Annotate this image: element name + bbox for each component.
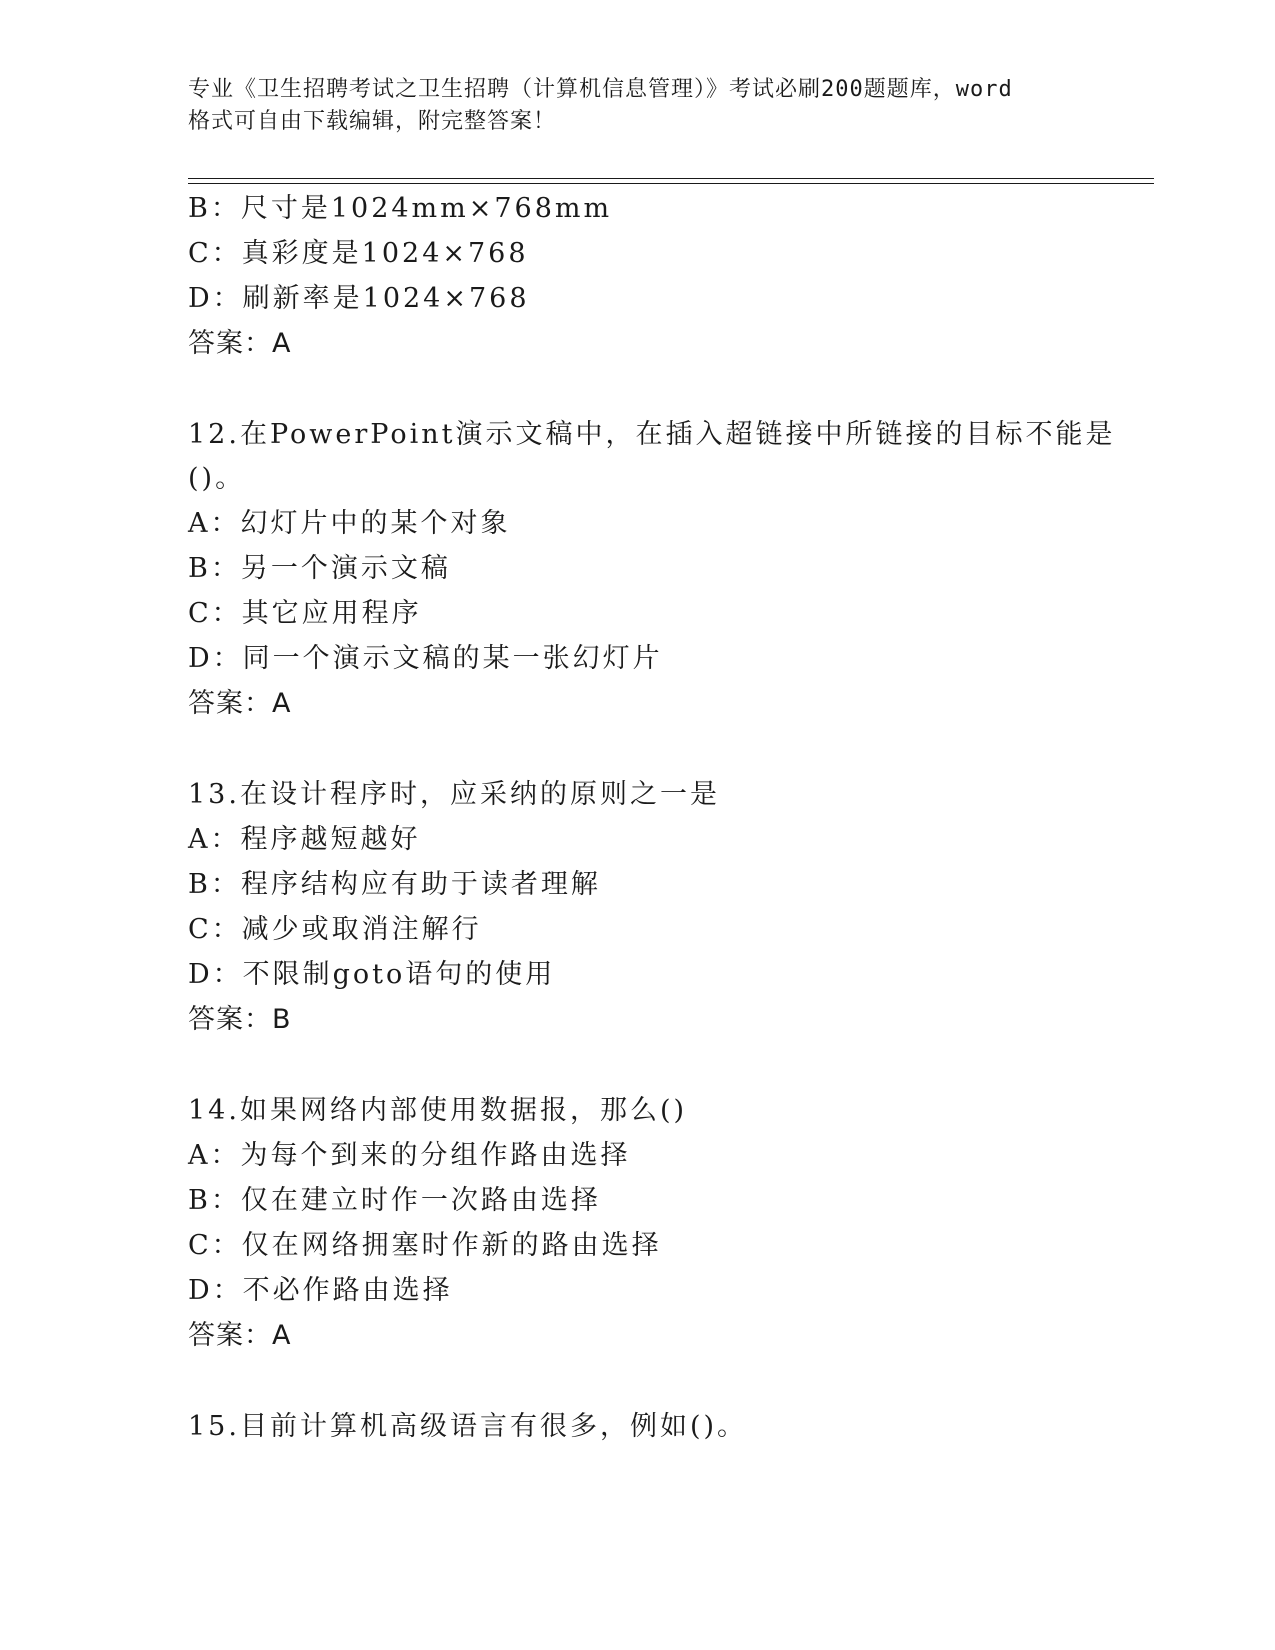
q14-option-c: C：仅在网络拥塞时作新的路由选择 [188,1230,662,1261]
q13-option-c: C：减少或取消注解行 [188,914,482,945]
header-divider-bottom [188,183,1154,184]
q11-option-d: D：刷新率是1024×768 [188,283,530,314]
header-divider-top [188,178,1154,179]
document-header [188,74,1088,138]
q12-option-c: C：其它应用程序 [188,598,422,629]
q14-answer: 答案：A [188,1320,292,1351]
q12-answer: 答案：A [188,688,292,719]
q12-stem-line-1: 12.在PowerPoint演示文稿中，在插入超链接中所链接的目标不能是 [188,419,1116,450]
q13-option-a: A：程序越短越好 [188,824,421,855]
q11-option-c: C：真彩度是1024×768 [188,238,529,269]
header-line-1: 专业《卫生招聘考试之卫生招聘（计算机信息管理）》考试必刷200题题库，word [188,77,1013,102]
q14-option-b: B：仅在建立时作一次路由选择 [188,1185,601,1216]
q13-answer: 答案：B [188,1004,292,1035]
q14-option-d: D：不必作路由选择 [188,1275,453,1306]
q12-option-d: D：同一个演示文稿的某一张幻灯片 [188,643,663,674]
q11-answer: 答案：A [188,328,292,359]
q15-stem: 15.目前计算机高级语言有很多，例如()。 [188,1411,748,1442]
q12-stem-line-2: ()。 [188,463,246,494]
q12-option-a: A：幻灯片中的某个对象 [188,508,511,539]
q11-option-b: B：尺寸是1024mm×768mm [188,193,613,224]
header-line-2: 格式可自由下载编辑，附完整答案！ [188,109,557,134]
q14-option-a: A：为每个到来的分组作路由选择 [188,1140,631,1171]
q13-option-d: D：不限制goto语句的使用 [188,959,556,990]
q13-option-b: B：程序结构应有助于读者理解 [188,869,601,900]
q14-stem: 14.如果网络内部使用数据报，那么() [188,1095,688,1126]
q12-option-b: B：另一个演示文稿 [188,553,451,584]
q13-stem: 13.在设计程序时，应采纳的原则之一是 [188,779,720,810]
